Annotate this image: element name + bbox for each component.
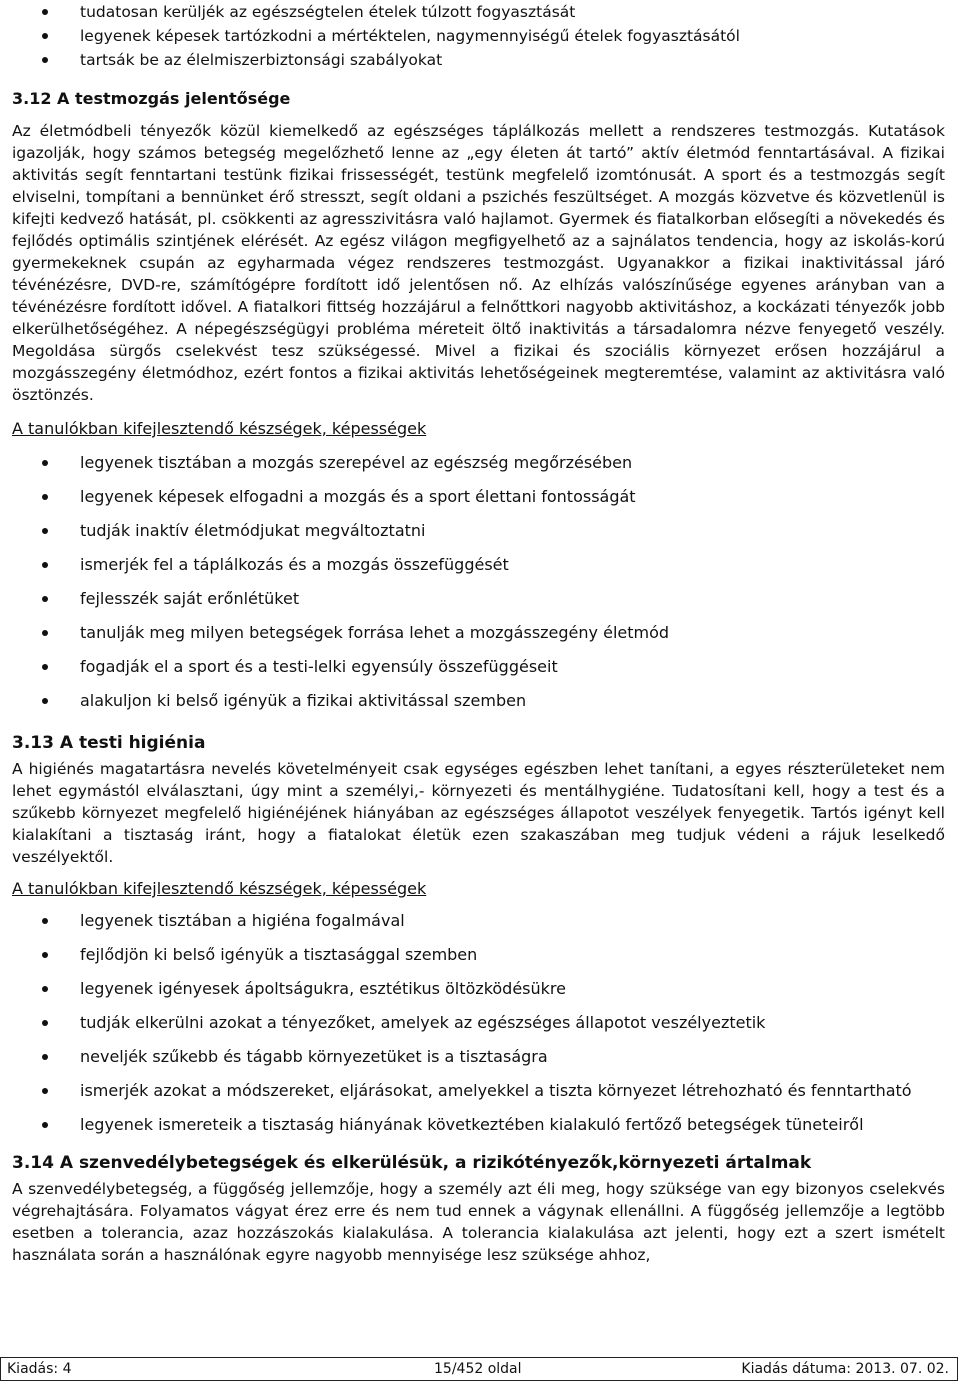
page-content <box>12 0 945 1266</box>
list-item: fejlődjön ki belső igényük a tisztasággal szemben <box>12 938 945 972</box>
skills-list-3-12 <box>12 446 945 718</box>
list-item: tartsák be az élelmiszerbiztonsági szabályokat <box>12 48 945 72</box>
list-item: ismerjék azokat a módszereket, eljárásokat, amelyekkel a tiszta környezet létrehozható és fenntartható <box>12 1074 945 1108</box>
section-3-14-paragraph: A szenvedélybetegség, a függőség jellemzője, hogy a személy azt éli meg, hogy szüksége van egy bizonyos cselekvés végrehajtására. Folyamatos vágyat érez erre és nem tud ennek a vágynak ellenállni. A függőség jellemzője a legtöbb esetben a tolerancia, azaz hozzászokás kialakulása. A tolerancia kialakulása azt jelenti, hogy ezt a szert ismételt használata során a használónak egyre nagyobb mennyisége lesz szüksége ahhoz, <box>12 1180 945 1264</box>
list-item: legyenek tisztában a mozgás szerepével az egészség megőrzésében <box>12 446 945 480</box>
list-item: tudatosan kerüljék az egészségtelen ételek túlzott fogyasztását <box>12 0 945 24</box>
list-item: fogadják el a sport és a testi-lelki egyensúly összefüggéseit <box>12 650 945 684</box>
section-3-12-paragraph: Az életmódbeli tényezők közül kiemelkedő az egészséges táplálkozás mellett a rendszeres testmozgás. Kutatások igazolják, hogy számos betegség megelőzhető lenne az „egy életen át tartó” aktív életmód fenntartásával. A fizikai aktivitás segít fenntartani testünk fizikai frissességét, testünk megfelelő izomtónusát. A sport és a testmozgás segít elviselni, tompítani a bennünket érő stresszt, segít oldani a pszichés feszültséget. A mozgás közvetve és közvetlenül is kifejti kedvező hatását, pl. csökkenti az agresszivitásra való hajlamot. Gyermek és fiatalkorban elősegíti a növekedés és fejlődés optimális szintjének elérését. Az egész világon megfigyelhető az a sajnálatos tendencia, hogy az iskolás-korú gyermekeknek csupán az egyharmada végez rendszeres testmozgást. Ugyanakkor a fizikai inaktivitással járó tévénézésre, DVD-re, számítógépre fordított idő jelentősen nő. Az elhízás valószínűsége egyenes arányban van a tévénézésre fordított idővel. A fiatalkori fittség hozzájárul a felnőttkori nagyobb aktivitáshoz, a kockázati tényezők jobb elkerülhetőségéhez. A népegészségügyi probléma méreteit öltő inaktivitás a társadalomra nézve fenyegető veszély. Megoldása sürgős cselekvést tesz szükségessé. Mivel a fizikai és szociális környezet erősen hozzájárul a mozgásszegény életmódhoz, ezért fontos a fizikai aktivitás lehetőségeinek megteremtése, valamint az aktivitásra való ösztönzés. <box>12 122 946 404</box>
section-title-3-12: 3.12 A testmozgás jelentősége <box>12 89 291 108</box>
footer-edition: Kiadás: 4 <box>7 1361 72 1377</box>
list-item: neveljék szűkebb és tágabb környezetüket is a tisztaságra <box>12 1040 945 1074</box>
list-item: tanulják meg milyen betegségek forrása lehet a mozgásszegény életmód <box>12 616 945 650</box>
page-footer <box>0 1357 958 1381</box>
section-title-3-14: 3.14 A szenvedélybetegségek és elkerülésük, a rizikótényezők,környezeti ártalmak <box>12 1153 812 1173</box>
skills-list-3-13 <box>12 904 945 1142</box>
top-bullet-list <box>12 0 945 72</box>
list-item: legyenek képesek tartózkodni a mértéktelen, nagymennyiségű ételek fogyasztásától <box>12 24 945 48</box>
list-item: legyenek tisztában a higiéna fogalmával <box>12 904 945 938</box>
footer-page-number: 15/452 oldal <box>434 1361 522 1377</box>
list-item: tudják inaktív életmódjukat megváltoztatni <box>12 514 945 548</box>
list-item: tudják elkerülni azokat a tényezőket, amelyek az egészséges állapotot veszélyeztetik <box>12 1006 945 1040</box>
list-item: alakuljon ki belső igényük a fizikai aktivitással szemben <box>12 684 945 718</box>
skills-heading-3-13: A tanulókban kifejlesztendő készségek, képességek <box>12 879 427 898</box>
skills-heading-3-12: A tanulókban kifejlesztendő készségek, képességek <box>12 419 427 438</box>
section-3-13-paragraph: A higiénés magatartásra nevelés követelményeit csak egységes egészben lehet tanítani, a egyes részterületeket nem lehet egymástól elválasztani, úgy mint a személyi,- környezeti és mentálhygiéne. Tudatosítani kell, hogy a test és a szűkebb környezet megfelelő higiénéjének hiányában az egészséges állapotot veszélyek fenyegetik. Tartós igényt kell kialakítani a tisztaság iránt, hogy a fiatalokat életük ezen szakaszában meg tudjuk védeni a rájuk leselkedő veszélyektől. <box>12 760 945 866</box>
list-item: legyenek igényesek ápoltságukra, esztétikus öltözködésükre <box>12 972 945 1006</box>
list-item: fejlesszék saját erőnlétüket <box>12 582 945 616</box>
list-item: legyenek képesek elfogadni a mozgás és a sport élettani fontosságát <box>12 480 945 514</box>
section-title-3-13: 3.13 A testi higiénia <box>12 733 206 753</box>
list-item: legyenek ismereteik a tisztaság hiányának következtében kialakuló fertőző betegségek tüneteiről <box>12 1108 945 1142</box>
footer-edition-date: Kiadás dátuma: 2013. 07. 02. <box>741 1361 949 1377</box>
list-item: ismerjék fel a táplálkozás és a mozgás összefüggését <box>12 548 945 582</box>
